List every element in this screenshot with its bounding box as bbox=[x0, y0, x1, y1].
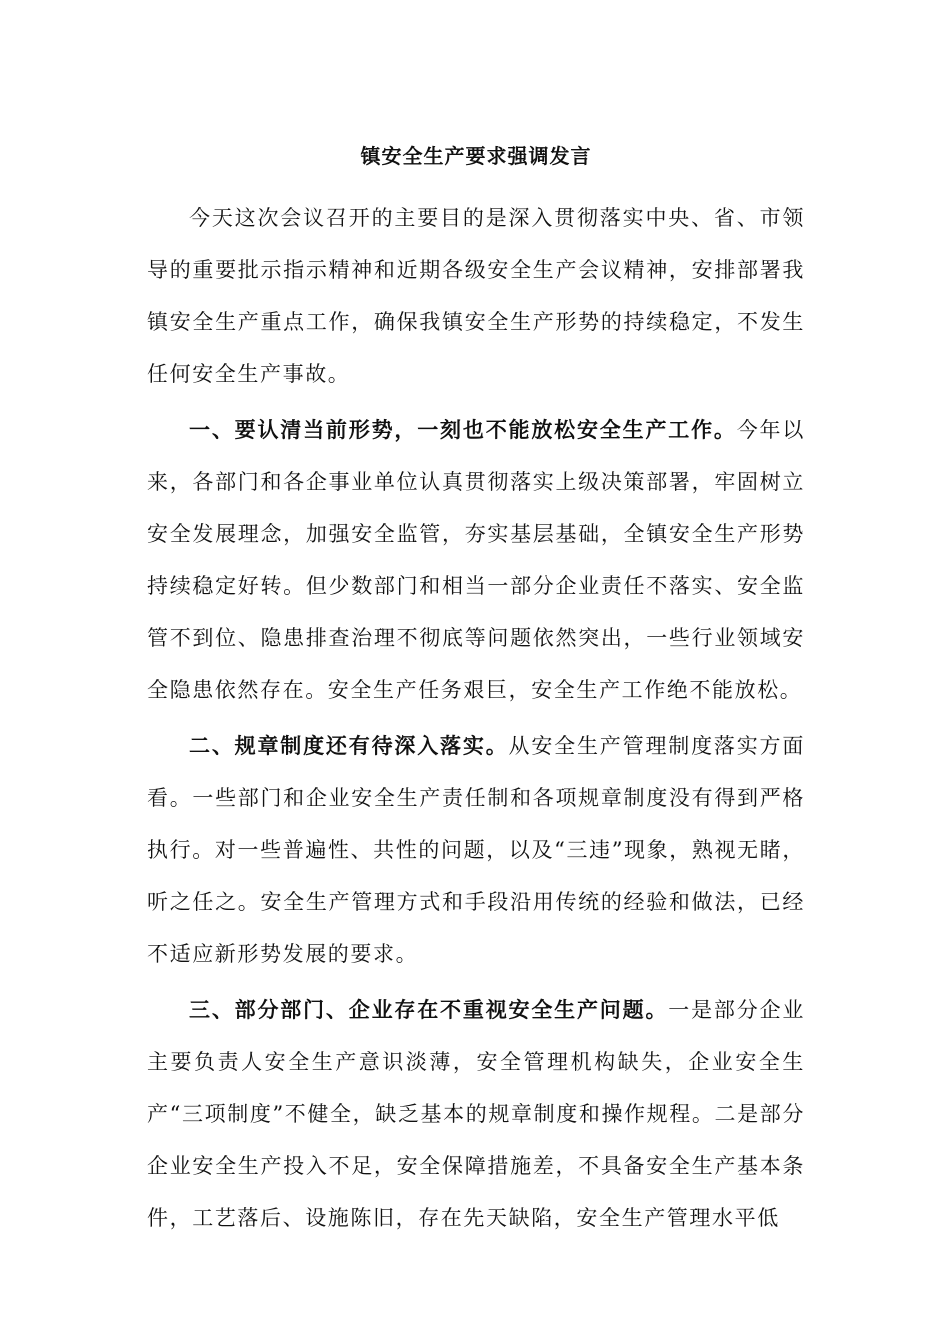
section-heading: 一、要认清当前形势，一刻也不能放松安全生产工作。 bbox=[189, 417, 737, 442]
paragraph-section-2 bbox=[147, 720, 805, 980]
document-page bbox=[147, 140, 805, 1244]
paragraph-intro bbox=[147, 192, 805, 400]
section-heading: 三、部分部门、企业存在不重视安全生产问题。 bbox=[189, 997, 669, 1022]
paragraph-text: 今天这次会议召开的主要目的是深入贯彻落实中央、省、市领导的重要批示指示精神和近期各级安全生产会议精神，安排部署我镇安全生产重点工作，确保我镇安全生产形势的持续稳定，不发生任何安全生产事故。 bbox=[147, 206, 805, 386]
paragraph-text: 一是部分企业主要负责人安全生产意识淡薄，安全管理机构缺失，企业安全生产“三项制度”不健全，缺乏基本的规章制度和操作规程。二是部分企业安全生产投入不足，安全保障措施差，不具备安全生产基本条件，工艺落后、设施陈旧，存在先天缺陷，安全生产管理水平低 bbox=[147, 998, 805, 1230]
document-title: 镇安全生产要求强调发言 bbox=[360, 144, 592, 168]
section-heading: 二、规章制度还有待深入落实。 bbox=[189, 733, 509, 758]
paragraph-text: 从安全生产管理制度落实方面看。一些部门和企业安全生产责任制和各项规章制度没有得到严格执行。对一些普遍性、共性的问题，以及“三违”现象，熟视无睹，听之任之。安全生产管理方式和手段沿用传统的经验和做法，已经不适应新形势发展的要求。 bbox=[147, 734, 805, 966]
paragraph-section-1 bbox=[147, 404, 805, 716]
paragraph-text: 今年以来，各部门和各企事业单位认真贯彻落实上级决策部署，牢固树立安全发展理念，加强安全监管，夯实基层基础，全镇安全生产形势持续稳定好转。但少数部门和相当一部分企业责任不落实、安全监管不到位、隐患排查治理不彻底等问题依然突出，一些行业领域安全隐患依然存在。安全生产任务艰巨，安全生产工作绝不能放松。 bbox=[147, 418, 805, 702]
paragraph-section-3 bbox=[147, 984, 805, 1244]
